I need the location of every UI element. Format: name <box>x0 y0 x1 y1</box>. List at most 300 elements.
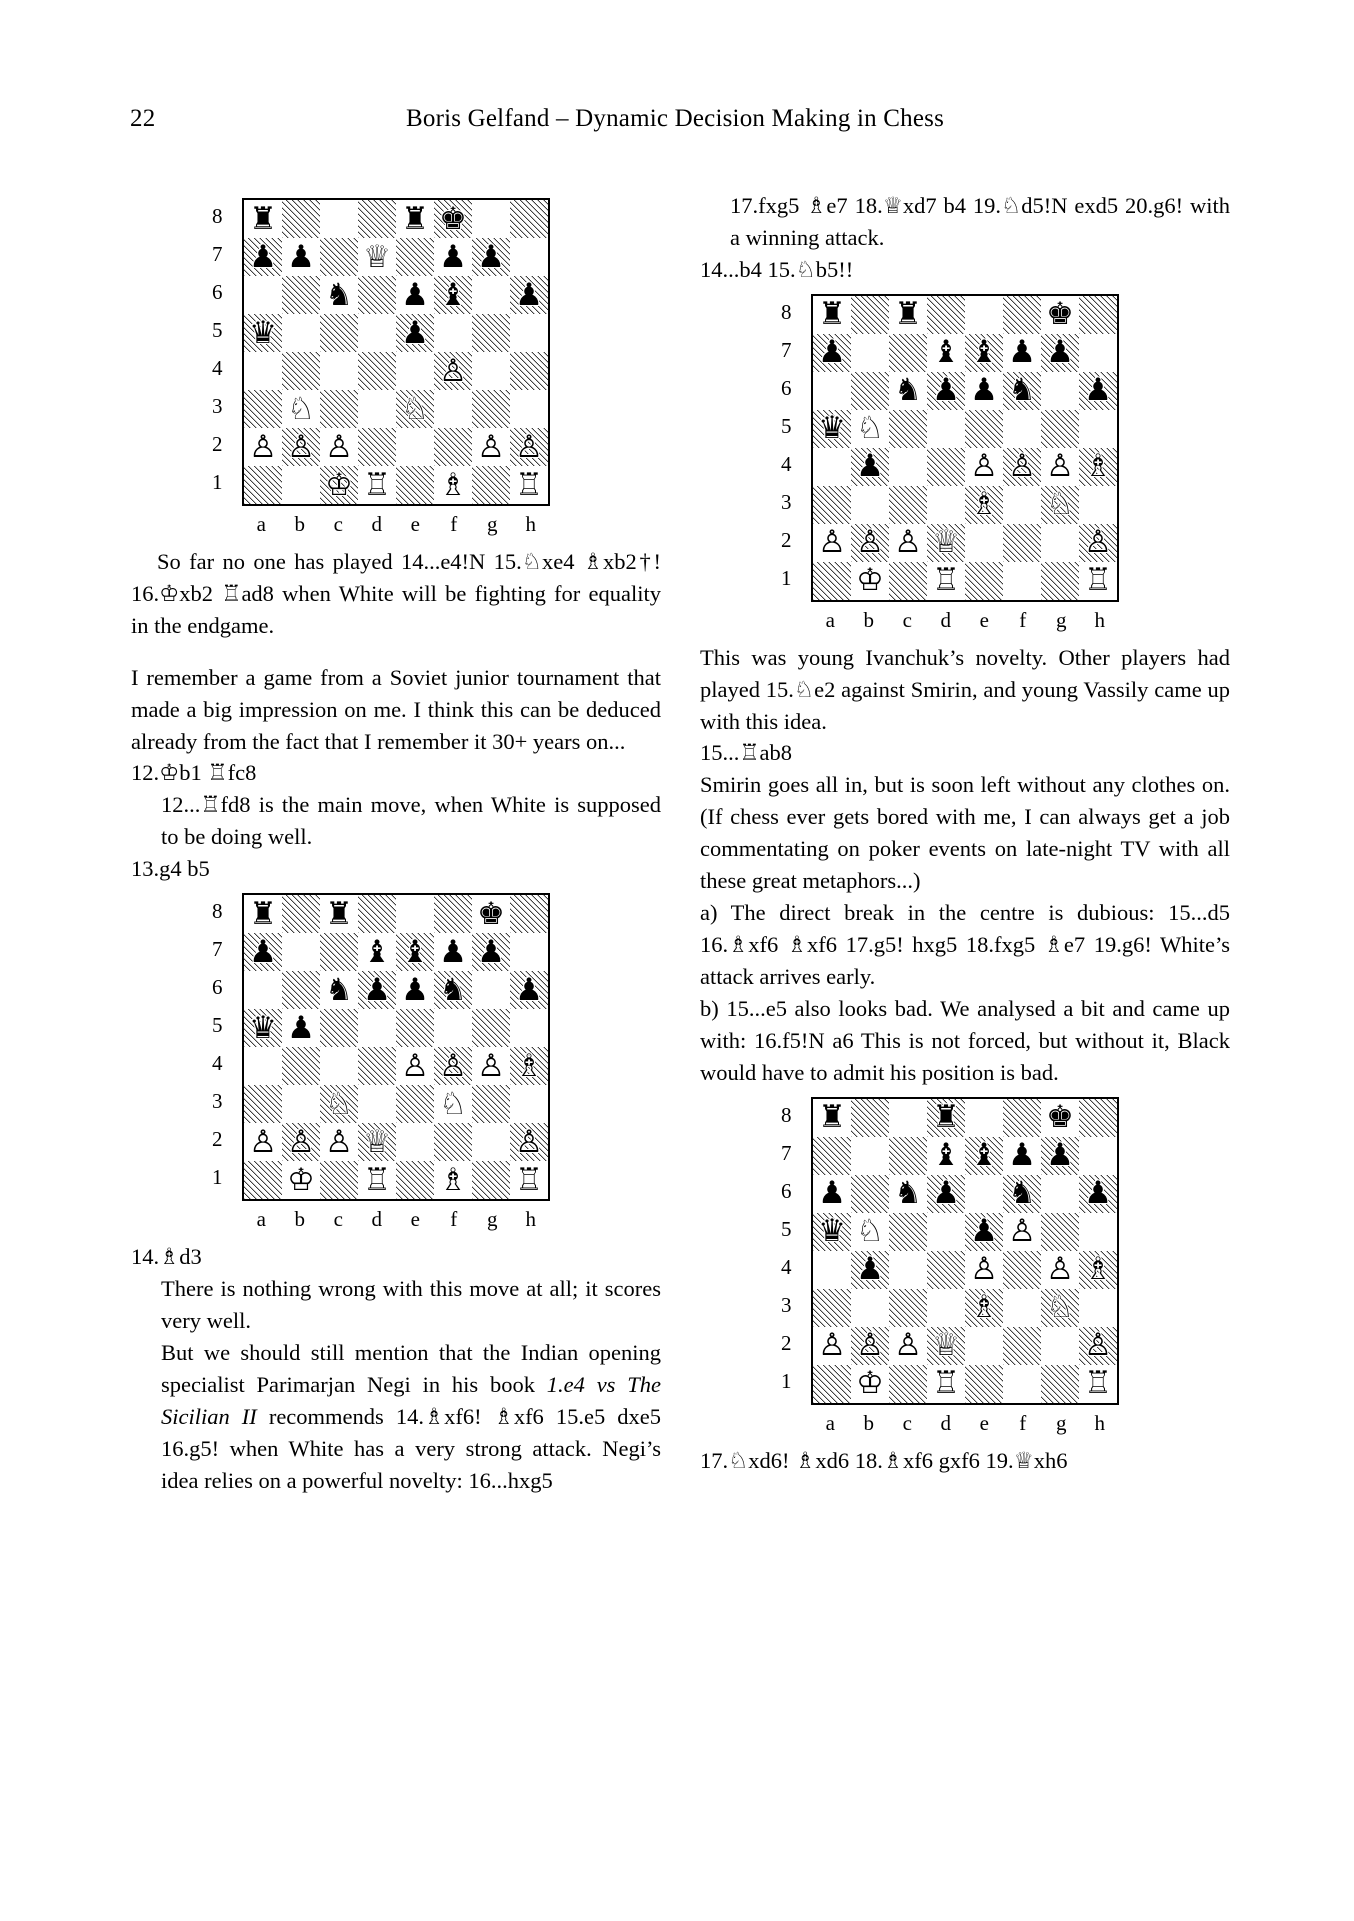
black-knight-piece: ♞ <box>894 372 922 409</box>
square-d6 <box>358 276 396 314</box>
black-pawn-piece: ♟ <box>932 372 960 409</box>
file-label-c: c <box>902 1410 912 1435</box>
square-g7 <box>1041 1137 1079 1175</box>
file-label-e: e <box>979 607 989 632</box>
black-bishop-piece: ♝ <box>439 276 467 313</box>
rank-label-6: 6 <box>781 375 792 400</box>
square-c3 <box>320 1085 358 1123</box>
square-b8 <box>851 1099 889 1137</box>
square-a3 <box>813 486 851 524</box>
rank-label-1: 1 <box>781 1368 792 1393</box>
white-pawn-piece: ♙ <box>515 1123 543 1160</box>
square-d8 <box>358 895 396 933</box>
square-h5 <box>1079 1213 1117 1251</box>
square-b4 <box>851 448 889 486</box>
file-label-h: h <box>1094 607 1105 632</box>
square-h6 <box>510 276 548 314</box>
rank-label-7: 7 <box>781 337 792 362</box>
black-pawn-piece: ♟ <box>249 238 277 275</box>
square-b2 <box>282 428 320 466</box>
square-f2 <box>1003 1327 1041 1365</box>
black-king-piece: ♚ <box>1046 1099 1074 1136</box>
square-c5 <box>889 410 927 448</box>
square-a7 <box>244 933 282 971</box>
square-g5 <box>1041 410 1079 448</box>
square-g8 <box>1041 1099 1079 1137</box>
square-f2 <box>1003 524 1041 562</box>
white-bishop-piece: ♗ <box>515 1047 543 1084</box>
black-knight-piece: ♞ <box>439 971 467 1008</box>
note-negi-part2: recommends 14.♗xf6! ♗xf6 15.e5 dxe5 16.g5! when White has a very strong attack. Negi’s idea relies on a powerful novelty: 16...hxg5 <box>161 1403 661 1493</box>
square-c7 <box>889 334 927 372</box>
square-c2 <box>889 1327 927 1365</box>
rank-label-4: 4 <box>212 356 223 381</box>
square-e3 <box>965 1289 1003 1327</box>
square-g4 <box>472 1047 510 1085</box>
square-e4 <box>965 1251 1003 1289</box>
white-pawn-piece: ♙ <box>818 524 846 561</box>
white-pawn-piece: ♙ <box>287 1123 315 1160</box>
square-h5 <box>1079 410 1117 448</box>
white-pawn-piece: ♙ <box>1084 524 1112 561</box>
square-a5 <box>813 410 851 448</box>
square-f2 <box>434 1123 472 1161</box>
square-c7 <box>320 933 358 971</box>
square-a1 <box>813 1365 851 1403</box>
square-a2 <box>813 1327 851 1365</box>
square-h3 <box>510 390 548 428</box>
square-g7 <box>472 933 510 971</box>
square-g5 <box>472 314 510 352</box>
white-king-piece: ♔ <box>325 466 353 503</box>
rank-label-6: 6 <box>212 975 223 1000</box>
square-b5 <box>851 410 889 448</box>
black-pawn-piece: ♟ <box>856 448 884 485</box>
file-label-e: e <box>979 1410 989 1435</box>
square-g2 <box>472 1123 510 1161</box>
square-g6 <box>472 276 510 314</box>
square-h7 <box>510 933 548 971</box>
white-pawn-piece: ♙ <box>249 1123 277 1160</box>
board-grid-2 <box>242 893 550 1201</box>
square-g1 <box>472 1161 510 1199</box>
white-pawn-piece: ♙ <box>1084 1327 1112 1364</box>
note-negi-part1: But we should still mention that the Indian opening specialist Parimarjan Negi in his book <box>161 1339 661 1397</box>
square-h8 <box>510 895 548 933</box>
square-c3 <box>889 1289 927 1327</box>
rank-label-7: 7 <box>212 937 223 962</box>
file-label-e: e <box>410 1207 420 1232</box>
black-knight-piece: ♞ <box>325 971 353 1008</box>
note-12-rfd8: 12...♖fd8 is the main move, when White is supposed to be doing well. <box>161 792 661 850</box>
white-bishop-piece: ♗ <box>970 1289 998 1326</box>
square-h1 <box>1079 1365 1117 1403</box>
square-a5 <box>244 314 282 352</box>
square-c1 <box>889 1365 927 1403</box>
black-knight-piece: ♞ <box>325 276 353 313</box>
square-a1 <box>244 1161 282 1199</box>
black-knight-piece: ♞ <box>1008 372 1036 409</box>
square-e6 <box>396 276 434 314</box>
square-e1 <box>965 1365 1003 1403</box>
note-variation-b: b) 15...e5 also looks bad. We analysed a bit and came up with: 16.f5!N a6 This is not forced, but without it, Black would have to admit his position is bad. <box>700 995 1230 1085</box>
white-knight-piece: ♘ <box>401 390 429 427</box>
board-grid-4 <box>811 1097 1119 1405</box>
black-king-piece: ♚ <box>1046 296 1074 333</box>
square-f1 <box>1003 1365 1041 1403</box>
square-f7 <box>1003 334 1041 372</box>
square-c8 <box>320 895 358 933</box>
square-b2 <box>282 1123 320 1161</box>
rank-label-1: 1 <box>212 470 223 495</box>
square-f1 <box>1003 562 1041 600</box>
white-king-piece: ♔ <box>856 1365 884 1402</box>
black-pawn-piece: ♟ <box>1008 334 1036 371</box>
square-d5 <box>927 410 965 448</box>
square-h2 <box>1079 524 1117 562</box>
black-pawn-piece: ♟ <box>932 1175 960 1212</box>
chess-diagram-2 <box>131 893 661 1235</box>
square-h2 <box>1079 1327 1117 1365</box>
move-15-rab8: 15...♖ab8 <box>700 740 793 766</box>
square-a6 <box>244 971 282 1009</box>
square-h3 <box>1079 1289 1117 1327</box>
rank-label-8: 8 <box>212 899 223 924</box>
square-h8 <box>1079 296 1117 334</box>
rank-label-3: 3 <box>212 394 223 419</box>
square-f3 <box>434 1085 472 1123</box>
white-bishop-piece: ♗ <box>1084 1251 1112 1288</box>
white-pawn-piece: ♙ <box>287 428 315 465</box>
square-g3 <box>1041 486 1079 524</box>
square-c8 <box>889 1099 927 1137</box>
square-d3 <box>358 1085 396 1123</box>
square-h3 <box>510 1085 548 1123</box>
white-pawn-piece: ♙ <box>1008 448 1036 485</box>
square-h5 <box>510 1009 548 1047</box>
square-h5 <box>510 314 548 352</box>
black-rook-piece: ♜ <box>325 895 353 932</box>
white-pawn-piece: ♙ <box>515 428 543 465</box>
page-number: 22 <box>130 105 156 132</box>
square-h8 <box>510 200 548 238</box>
square-g3 <box>472 1085 510 1123</box>
file-label-a: a <box>256 512 266 536</box>
square-b8 <box>851 296 889 334</box>
square-e7 <box>965 1137 1003 1175</box>
square-d6 <box>927 372 965 410</box>
white-pawn-piece: ♙ <box>1046 448 1074 485</box>
square-d8 <box>927 296 965 334</box>
square-c2 <box>320 1123 358 1161</box>
black-rook-piece: ♜ <box>932 1099 960 1136</box>
square-h6 <box>1079 1175 1117 1213</box>
square-d1 <box>358 1161 396 1199</box>
square-b6 <box>282 971 320 1009</box>
white-rook-piece: ♖ <box>1084 562 1112 599</box>
rank-label-5: 5 <box>212 318 223 343</box>
square-d4 <box>358 1047 396 1085</box>
file-label-b: b <box>863 1410 874 1435</box>
square-f7 <box>1003 1137 1041 1175</box>
black-pawn-piece: ♟ <box>515 971 543 1008</box>
white-knight-piece: ♘ <box>287 390 315 427</box>
square-c4 <box>889 448 927 486</box>
square-b4 <box>282 352 320 390</box>
white-bishop-piece: ♗ <box>439 466 467 503</box>
square-g5 <box>1041 1213 1079 1251</box>
file-label-c: c <box>902 607 912 632</box>
white-queen-piece: ♕ <box>363 238 391 275</box>
square-g7 <box>472 238 510 276</box>
square-a2 <box>244 428 282 466</box>
square-a7 <box>813 1137 851 1175</box>
square-c5 <box>320 314 358 352</box>
square-d6 <box>927 1175 965 1213</box>
black-bishop-piece: ♝ <box>932 334 960 371</box>
black-pawn-piece: ♟ <box>287 1009 315 1046</box>
square-e6 <box>965 372 1003 410</box>
file-label-a: a <box>825 607 835 632</box>
square-b2 <box>851 524 889 562</box>
file-label-f: f <box>450 512 458 536</box>
paragraph-so-far: So far no one has played 14...e4!N 15.♘xe4 ♗xb2†! 16.♔xb2 ♖ad8 when White will be fighting for equality in the endgame. <box>131 548 661 638</box>
square-e8 <box>396 895 434 933</box>
square-e6 <box>965 1175 1003 1213</box>
note-negi <box>161 1337 661 1497</box>
square-e4 <box>396 1047 434 1085</box>
square-a5 <box>244 1009 282 1047</box>
square-c7 <box>889 1137 927 1175</box>
square-h1 <box>1079 562 1117 600</box>
square-e7 <box>396 238 434 276</box>
square-e8 <box>396 200 434 238</box>
rank-label-2: 2 <box>212 432 223 457</box>
file-label-h: h <box>1094 1410 1105 1435</box>
white-rook-piece: ♖ <box>515 1161 543 1198</box>
black-king-piece: ♚ <box>477 895 505 932</box>
white-knight-piece: ♘ <box>325 1085 353 1122</box>
square-e3 <box>396 390 434 428</box>
square-b1 <box>851 1365 889 1403</box>
black-rook-piece: ♜ <box>894 296 922 333</box>
rank-label-6: 6 <box>212 280 223 305</box>
white-king-piece: ♔ <box>287 1161 315 1198</box>
rank-label-5: 5 <box>781 1216 792 1241</box>
square-f6 <box>1003 1175 1041 1213</box>
black-pawn-piece: ♟ <box>287 238 315 275</box>
square-f5 <box>1003 1213 1041 1251</box>
black-bishop-piece: ♝ <box>363 933 391 970</box>
square-c2 <box>889 524 927 562</box>
white-knight-piece: ♘ <box>1046 1289 1074 1326</box>
file-label-b: b <box>294 512 305 536</box>
square-g6 <box>1041 372 1079 410</box>
move-14-bd3: 14.♗d3 <box>131 1244 202 1269</box>
white-pawn-piece: ♙ <box>325 1123 353 1160</box>
white-pawn-piece: ♙ <box>1046 1251 1074 1288</box>
square-e2 <box>965 1327 1003 1365</box>
file-label-a: a <box>256 1207 266 1232</box>
square-h4 <box>1079 1251 1117 1289</box>
black-bishop-piece: ♝ <box>932 1137 960 1174</box>
square-a2 <box>244 1123 282 1161</box>
square-a1 <box>244 466 282 504</box>
book-title: 1.e4 vs The Sicilian II <box>161 1371 661 1429</box>
square-d3 <box>927 1289 965 1327</box>
black-pawn-piece: ♟ <box>1008 1137 1036 1174</box>
square-a2 <box>813 524 851 562</box>
square-a8 <box>244 200 282 238</box>
square-a6 <box>244 276 282 314</box>
file-label-d: d <box>940 607 951 632</box>
board-grid-1 <box>242 198 550 506</box>
square-e2 <box>965 524 1003 562</box>
white-bishop-piece: ♗ <box>1084 448 1112 485</box>
square-b6 <box>282 276 320 314</box>
square-g4 <box>472 352 510 390</box>
square-e3 <box>396 1085 434 1123</box>
white-bishop-piece: ♗ <box>439 1161 467 1198</box>
white-knight-piece: ♘ <box>856 410 884 447</box>
white-pawn-piece: ♙ <box>477 1047 505 1084</box>
black-king-piece: ♚ <box>439 200 467 237</box>
square-e2 <box>396 428 434 466</box>
square-b2 <box>851 1327 889 1365</box>
move-13-g4: 13.g4 b5 <box>131 856 210 882</box>
square-h3 <box>1079 486 1117 524</box>
square-d7 <box>358 933 396 971</box>
square-f8 <box>1003 1099 1041 1137</box>
square-a8 <box>813 296 851 334</box>
square-d4 <box>927 1251 965 1289</box>
white-rook-piece: ♖ <box>363 1161 391 1198</box>
square-a4 <box>813 1251 851 1289</box>
square-a4 <box>244 1047 282 1085</box>
black-rook-piece: ♜ <box>401 200 429 237</box>
paragraph-smirin-all-in: Smirin goes all in, but is soon left without any clothes on. (If chess ever gets bored with me, I can always get a job commentating on poker events on late-night TV with all these great metaphors...) <box>700 772 1230 894</box>
rank-labels-3 <box>781 294 794 598</box>
square-c6 <box>320 276 358 314</box>
white-rook-piece: ♖ <box>515 466 543 503</box>
rank-label-2: 2 <box>781 1330 792 1355</box>
paragraph-soviet-junior: I remember a game from a Soviet junior tournament that made a big impression on me. I think this can be deduced already from the fact that I remember it 30+ years on... <box>131 664 661 754</box>
black-pawn-piece: ♟ <box>1084 1175 1112 1212</box>
file-label-h: h <box>525 512 536 536</box>
chess-diagram-4 <box>700 1097 1230 1439</box>
white-knight-piece: ♘ <box>439 1085 467 1122</box>
white-bishop-piece: ♗ <box>970 486 998 523</box>
white-rook-piece: ♖ <box>1084 1365 1112 1402</box>
black-pawn-piece: ♟ <box>856 1251 884 1288</box>
square-c3 <box>320 390 358 428</box>
square-d3 <box>927 486 965 524</box>
file-label-f: f <box>450 1207 458 1232</box>
white-pawn-piece: ♙ <box>477 428 505 465</box>
white-rook-piece: ♖ <box>932 1365 960 1402</box>
rank-label-1: 1 <box>781 565 792 590</box>
square-d2 <box>927 524 965 562</box>
black-rook-piece: ♜ <box>818 296 846 333</box>
square-f6 <box>434 971 472 1009</box>
page-header <box>130 105 1220 137</box>
black-pawn-piece: ♟ <box>401 314 429 351</box>
square-h8 <box>1079 1099 1117 1137</box>
move-17-nxd6: 17.♘xd6! ♗xd6 18.♗xf6 gxf6 19.♕xh6 <box>700 1447 1068 1473</box>
square-b8 <box>282 895 320 933</box>
black-pawn-piece: ♟ <box>970 372 998 409</box>
square-d3 <box>358 390 396 428</box>
square-d8 <box>927 1099 965 1137</box>
square-b3 <box>282 1085 320 1123</box>
square-f4 <box>434 1047 472 1085</box>
white-king-piece: ♔ <box>856 562 884 599</box>
square-f8 <box>434 200 472 238</box>
square-b5 <box>851 1213 889 1251</box>
square-h4 <box>510 1047 548 1085</box>
square-h2 <box>510 1123 548 1161</box>
square-g5 <box>472 1009 510 1047</box>
square-e7 <box>396 933 434 971</box>
rank-label-2: 2 <box>781 527 792 552</box>
file-label-g: g <box>487 512 498 536</box>
black-pawn-piece: ♟ <box>249 933 277 970</box>
left-column <box>131 190 661 1497</box>
black-bishop-piece: ♝ <box>970 1137 998 1174</box>
rank-label-5: 5 <box>781 413 792 438</box>
square-f4 <box>1003 448 1041 486</box>
square-e3 <box>965 486 1003 524</box>
black-pawn-piece: ♟ <box>515 276 543 313</box>
square-h4 <box>1079 448 1117 486</box>
rank-label-5: 5 <box>212 1013 223 1038</box>
square-g1 <box>1041 1365 1079 1403</box>
rank-labels-2 <box>212 893 225 1197</box>
black-rook-piece: ♜ <box>249 200 277 237</box>
square-b1 <box>282 1161 320 1199</box>
note-nothing-wrong: There is nothing wrong with this move at all; it scores very well. <box>161 1275 661 1333</box>
square-b3 <box>851 1289 889 1327</box>
square-e8 <box>965 1099 1003 1137</box>
white-queen-piece: ♕ <box>932 524 960 561</box>
black-queen-piece: ♛ <box>249 314 277 351</box>
square-h7 <box>1079 334 1117 372</box>
square-e1 <box>396 1161 434 1199</box>
square-c2 <box>320 428 358 466</box>
rank-label-4: 4 <box>212 1051 223 1076</box>
rank-labels-1 <box>212 198 225 502</box>
rank-label-3: 3 <box>212 1089 223 1114</box>
square-c6 <box>889 1175 927 1213</box>
file-label-b: b <box>863 607 874 632</box>
white-pawn-piece: ♙ <box>970 448 998 485</box>
square-d1 <box>927 1365 965 1403</box>
square-b3 <box>282 390 320 428</box>
rank-labels-4 <box>781 1097 794 1401</box>
square-e2 <box>396 1123 434 1161</box>
square-a7 <box>244 238 282 276</box>
square-g1 <box>472 466 510 504</box>
black-pawn-piece: ♟ <box>439 238 467 275</box>
square-a3 <box>244 1085 282 1123</box>
file-label-c: c <box>333 1207 343 1232</box>
square-b6 <box>851 1175 889 1213</box>
rank-label-1: 1 <box>212 1165 223 1190</box>
black-pawn-piece: ♟ <box>363 971 391 1008</box>
black-knight-piece: ♞ <box>894 1175 922 1212</box>
black-rook-piece: ♜ <box>818 1099 846 1136</box>
black-pawn-piece: ♟ <box>439 933 467 970</box>
